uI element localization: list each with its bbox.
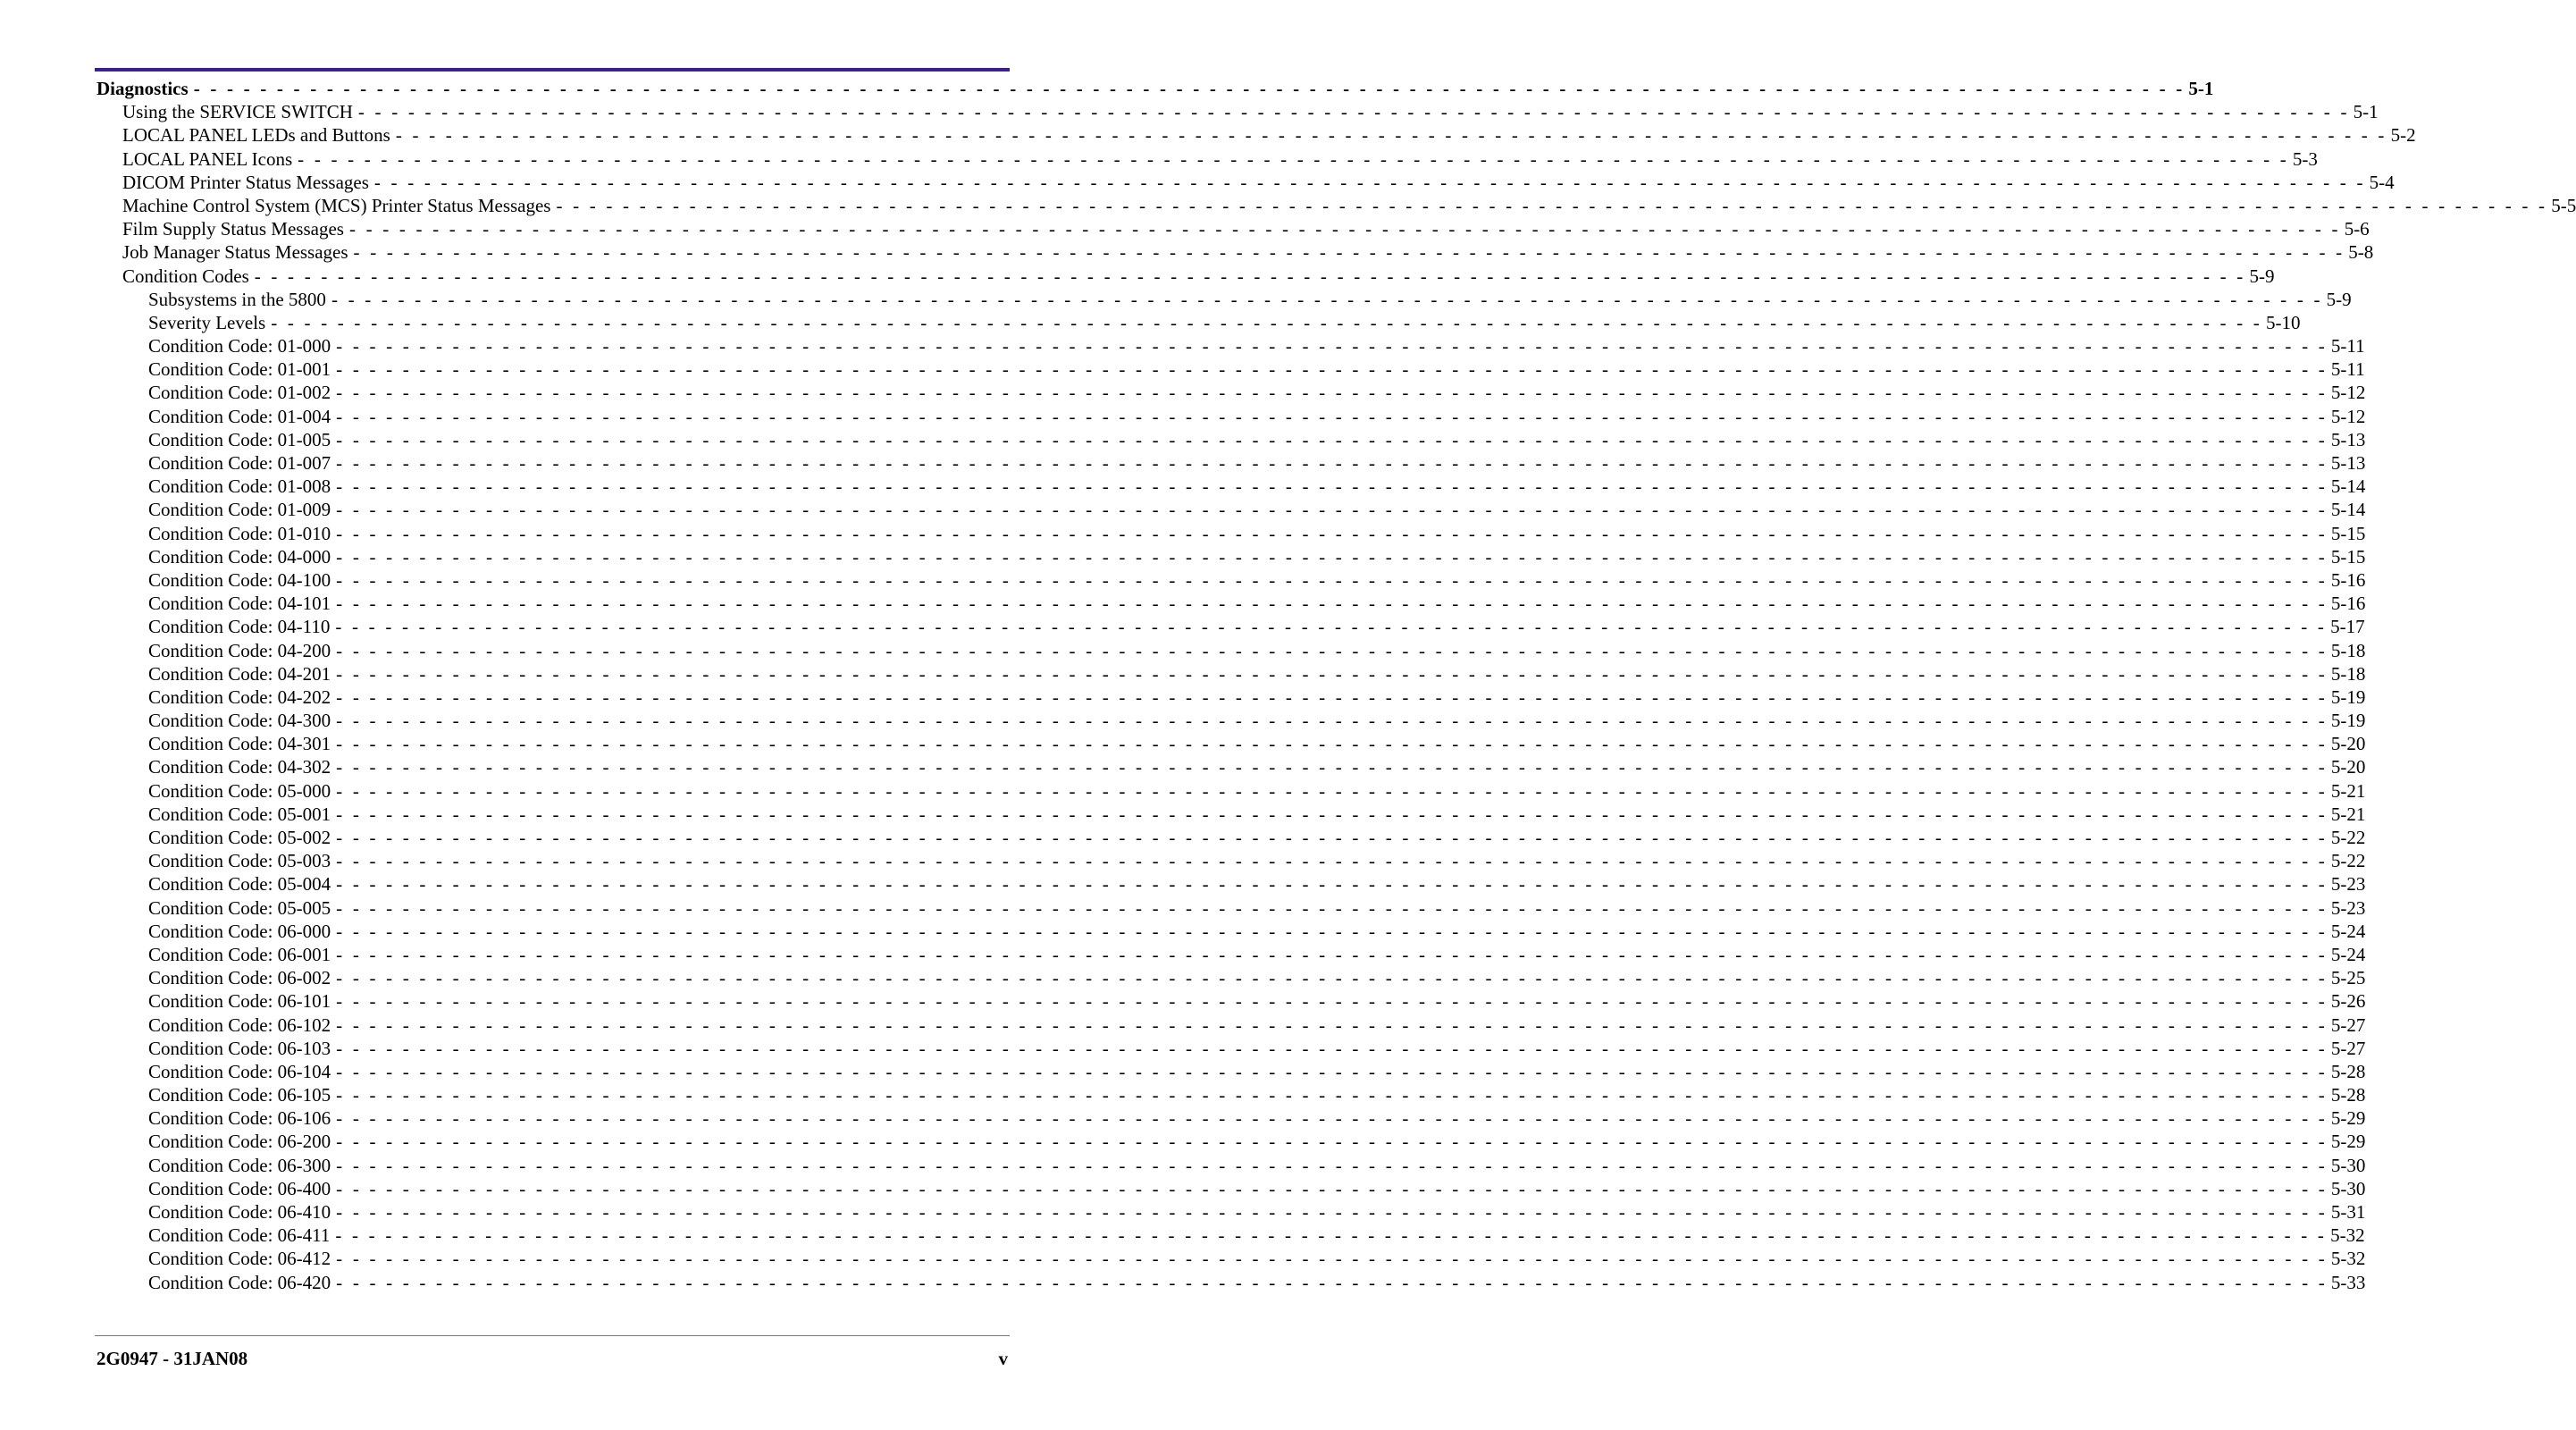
toc-entry-page: 5-29 [2330,1131,2366,1153]
toc-entry-label: Condition Code: 06-101 [148,990,331,1013]
toc-entry-page: 5-31 [2330,1201,2366,1223]
toc-entry-page: 5-20 [2330,756,2366,778]
toc-entry-label: Film Supply Status Messages [122,218,344,240]
toc-entry[interactable] [96,803,2366,826]
toc-dot-leader: - - - - - - - - - - - - - - - - - - - - - - - - - - - - - - - - - - - - - - - - - - - - - - - - - - - - - - - - - - - - - - - - - - - - - - - - - - - - - - - - - - - - - - - - - - - - - - - - - - - - - - - - - - - - - - - - - - - - - - - - [336,943,2328,965]
toc-entry-page: 5-19 [2330,710,2366,732]
toc-entry-label: Condition Code: 05-005 [148,896,331,919]
toc-dot-leader: - - - - - - - - - - - - - - - - - - - - - - - - - - - - - - - - - - - - - - - - - - - - - - - - - - - - - - - - - - - - - - - - - - - - - - - - - - - - - - - - - - - - - - - - - - - - - - - - - - - - - - - - - - - - - - - - - - - - - - - - [336,452,2328,474]
toc-entry-page: 5-24 [2330,943,2366,965]
toc-entry-label: Condition Code: 01-005 [148,428,331,450]
toc-entry-page: 5-28 [2330,1060,2366,1082]
toc-entry-page: 5-25 [2330,967,2366,989]
toc-entry-label: Condition Code: 01-009 [148,499,331,521]
toc-entry-label: Condition Code: 06-410 [148,1201,331,1223]
toc-entry-label: Condition Code: 01-007 [148,452,331,474]
toc-dot-leader: - - - - - - - - - - - - - - - - - - - - - - - - - - - - - - - - - - - - - - - - - - - - - - - - - - - - - - - - - - - - - - - - - - - - - - - - - - - - - - - - - - - - - - - - - - - - - - - - - - - - - - - - - - - - - - - - - - - - - - - - [336,1248,2328,1270]
toc-entry-page: 5-32 [2330,1248,2366,1270]
toc-entry[interactable] [96,405,2366,428]
toc-entry-page: 5-20 [2330,733,2366,755]
toc-entry[interactable] [96,1083,2366,1106]
toc-entry-label: Condition Code: 04-302 [148,756,331,778]
toc-entry[interactable] [96,147,2318,171]
toc-dot-leader: - - - - - - - - - - - - - - - - - - - - - - - - - - - - - - - - - - - - - - - - - - - - - - - - - - - - - - - - - - - - - - - - - - - - - - - - - - - - - - - - - - - - - - - - - - - - - - - - - - - - - - - - - - - - - - - - - - - - - - - - [336,710,2328,732]
toc-dot-leader: - - - - - - - - - - - - - - - - - - - - - - - - - - - - - - - - - - - - - - - - - - - - - - - - - - - - - - - - - - - - - - - - - - - - - - - - - - - - - - - - - - - - - - - - - - - - - - - - - - - - - - - - - - - - - - - - - - - - - - - - [336,1037,2328,1059]
header-rule [95,68,1010,72]
toc-dot-leader: - - - - - - - - - - - - - - - - - - - - - - - - - - - - - - - - - - - - - - - - - - - - - - - - - - - - - - - - - - - - - - - - - - - - - - - - - - - - - - - - - - - - - - - - - - - - - - - - - - - - - - - - - - - - - - - - - - - - - - - - [336,779,2328,802]
toc-dot-leader: - - - - - - - - - - - - - - - - - - - - - - - - - - - - - - - - - - - - - - - - - - - - - - - - - - - - - - - - - - - - - - - - - - - - - - - - - - - - - - - - - - - - - - - - - - - - - - - - - - - - - - - - - - - - - - - - - - - - - - - - [336,803,2328,825]
toc-entry[interactable] [96,639,2366,662]
toc-entry-label: Condition Code: 05-002 [148,827,331,848]
toc-entry[interactable] [96,755,2366,778]
toc-entry-label: Condition Code: 06-102 [148,1014,331,1036]
toc-entry-page: 5-13 [2330,452,2366,474]
toc-entry-label: Job Manager Status Messages [122,241,348,264]
toc-dot-leader: - - - - - - - - - - - - - - - - - - - - - - - - - - - - - - - - - - - - - - - - - - - - - - - - - - - - - - - - - - - - - - - - - - - - - - - - - - - - - - - - - - - - - - - - - - - - - - - - - - - - - - - - - - - - - - - - - - - - - - - - [335,616,2328,638]
toc-entry[interactable] [96,826,2366,849]
toc-dot-leader: - - - - - - - - - - - - - - - - - - - - - - - - - - - - - - - - - - - - - - - - - - - - - - - - - - - - - - - - - - - - - - - - - - - - - - - - - - - - - - - - - - - - - - - - - - - - - - - - - - - - - - - - - - - - - - - - - - - - - - - - [336,1060,2328,1082]
toc-dot-leader: - - - - - - - - - - - - - - - - - - - - - - - - - - - - - - - - - - - - - - - - - - - - - - - - - - - - - - - - - - - - - - - - - - - - - - - - - - - - - - - - - - - - - - - - - - - - - - - - - - - - - - - - - - - - - - - - - - - - - - - - [331,288,2323,310]
toc-entry[interactable] [96,1037,2366,1060]
toc-entry-label: Diagnostics [96,78,189,99]
toc-entry-page: 5-9 [2249,265,2275,287]
toc-entry-label: Condition Code: 04-201 [148,662,331,685]
toc-entry-page: 5-18 [2330,639,2366,661]
toc-entry-page: 5-12 [2330,382,2366,404]
toc-dot-leader: - - - - - - - - - - - - - - - - - - - - - - - - - - - - - - - - - - - - - - - - - - - - - - - - - - - - - - - - - - - - - - - - - - - - - - - - - - - - - - - - - - - - - - - - - - - - - - - - - - - - - - - - - - - - - - - - - - - - - - - - [348,218,2341,240]
toc-entry-label: Condition Code: 06-002 [148,967,331,989]
toc-entry-label: Condition Code: 01-000 [148,335,331,358]
toc-dot-leader: - - - - - - - - - - - - - - - - - - - - - - - - - - - - - - - - - - - - - - - - - - - - - - - - - - - - - - - - - - - - - - - - - - - - - - - - - - - - - - - - - - - - - - - - - - - - - - - - - - - - - - - - - - - - - - - - - - - - - - - - [336,920,2328,942]
toc-entry-label: Condition Code: 06-300 [148,1154,331,1176]
toc-entry-page: 5-30 [2330,1177,2366,1199]
toc-entry-label: Condition Code: 01-004 [148,405,331,427]
toc-entry[interactable] [96,1106,2366,1130]
toc-dot-leader: - - - - - - - - - - - - - - - - - - - - - - - - - - - - - - - - - - - - - - - - - - - - - - - - - - - - - - - - - - - - - - - - - - - - - - - - - - - - - - - - - - - - - - - - - - - - - - - - - - - - - - - - - - - - - - - - - - - - - - - - [336,593,2328,615]
toc-entry-label: Condition Code: 04-000 [148,545,331,568]
toc-entry-page: 5-19 [2330,686,2366,708]
toc-entry[interactable] [96,240,2374,264]
toc-entry-page: 5-10 [2265,311,2301,333]
toc-dot-leader: - - - - - - - - - - - - - - - - - - - - - - - - - - - - - - - - - - - - - - - - - - - - - - - - - - - - - - - - - - - - - - - - - - - - - - - - - - - - - - - - - - - - - - - - - - - - - - - - - - - - - - - - - - - - - - - - - - - - - - - - [336,1131,2328,1153]
toc-entry[interactable] [96,615,2365,638]
footer-document-id: 2G0947 - 31JAN08 [96,1348,248,1369]
toc-entry-page: 5-9 [2326,288,2352,310]
toc-entry-page: 5-24 [2330,920,2366,942]
toc-dot-leader: - - - - - - - - - - - - - - - - - - - - - - - - - - - - - - - - - - - - - - - - - - - - - - - - - - - - - - - - - - - - - - - - - - - - - - - - - - - - - - - - - - - - - - - - - - - - - - - - - - - - - - - - - - - - - - - - - - - - - - - - [336,756,2328,778]
toc-entry[interactable] [96,334,2365,358]
toc-dot-leader: - - - - - - - - - - - - - - - - - - - - - - - - - - - - - - - - - - - - - - - - - - - - - - - - - - - - - - - - - - - - - - - - - - - - - - - - - - - - - - - - - - - - - - - - - - - - - - - - - - - - - - - - - - - - - - - - - - - - - - - - [254,265,2246,287]
toc-dot-leader: - - - - - - - - - - - - - - - - - - - - - - - - - - - - - - - - - - - - - - - - - - - - - - - - - - - - - - - - - - - - - - - - - - - - - - - - - - - - - - - - - - - - - - - - - - - - - - - - - - - - - - - - - - - - - - - - - - - - - - - - [336,1014,2328,1036]
toc-entry[interactable] [96,1200,2366,1224]
toc-dot-leader: - - - - - - - - - - - - - - - - - - - - - - - - - - - - - - - - - - - - - - - - - - - - - - - - - - - - - - - - - - - - - - - - - - - - - - - - - - - - - - - - - - - - - - - - - - - - - - - - - - - - - - - - - - - - - - - - - - - - - - - - [336,1084,2328,1106]
toc-entry-label: Condition Code: 01-002 [148,382,331,404]
toc-entry[interactable] [96,545,2366,568]
toc-entry[interactable] [96,194,2576,217]
toc-entry[interactable] [96,662,2366,686]
toc-entry-label: Condition Code: 05-000 [148,779,331,802]
toc-dot-leader: - - - - - - - - - - - - - - - - - - - - - - - - - - - - - - - - - - - - - - - - - - - - - - - - - - - - - - - - - - - - - - - - - - - - - - - - - - - - - - - - - - - - - - - - - - - - - - - - - - - - - - - - - - - - - - - - - - - - - - - - [336,896,2328,919]
toc-entry[interactable] [96,265,2275,288]
toc-entry[interactable] [96,311,2301,334]
toc-entry-label: Condition Code: 04-202 [148,686,331,708]
toc-entry-label: Subsystems in the 5800 [148,288,326,310]
toc-entry[interactable] [96,1014,2366,1037]
toc-entry-page: 5-27 [2330,1014,2366,1036]
toc-entry[interactable] [96,1154,2366,1177]
toc-entry-label: LOCAL PANEL LEDs and Buttons [122,124,390,147]
toc-entry-page: 5-16 [2330,568,2366,591]
toc-entry-label: Condition Code: 01-008 [148,475,331,498]
toc-entry-label: Condition Code: 01-001 [148,358,331,381]
toc-entry[interactable] [96,966,2366,989]
toc-entry[interactable] [96,872,2366,896]
toc-entry[interactable] [96,709,2366,732]
toc-entry-label: Condition Code: 04-101 [148,593,331,615]
toc-entry-page: 5-17 [2330,616,2365,638]
toc-entry-page: 5-2 [2390,124,2416,147]
toc-entry-page: 5-15 [2330,522,2366,544]
toc-dot-leader: - - - - - - - - - - - - - - - - - - - - - - - - - - - - - - - - - - - - - - - - - - - - - - - - - - - - - - - - - - - - - - - - - - - - - - - - - - - - - - - - - - - - - - - - - - - - - - - - - - - - - - - - - - - - - - - - - - - - - - - - [336,1154,2328,1176]
toc-entry-label: Using the SERVICE SWITCH [122,101,353,123]
toc-entry[interactable] [96,171,2395,194]
toc-entry-page: 5-14 [2330,499,2366,521]
toc-entry-page: 5-3 [2292,147,2318,170]
toc-dot-leader: - - - - - - - - - - - - - - - - - - - - - - - - - - - - - - - - - - - - - - - - - - - - - - - - - - - - - - - - - - - - - - - - - - - - - - - - - - - - - - - - - - - - - - - - - - - - - - - - - - - - - - - - - - - - - - - - - - - - - - - - [336,1107,2328,1130]
footer-rule [95,1335,1010,1336]
toc-entry-label: Condition Code: 04-110 [148,616,331,638]
toc-entry-page: 5-29 [2330,1107,2366,1130]
toc-entry[interactable] [96,475,2366,498]
toc-entry[interactable] [96,779,2366,803]
toc-dot-leader: - - - - - - - - - - - - - - - - - - - - - - - - - - - - - - - - - - - - - - - - - - - - - - - - - - - - - - - - - - - - - - - - - - - - - - - - - - - - - - - - - - - - - - - - - - - - - - - - - - - - - - - - - - - - - - - - - - - - - - - - [336,1177,2328,1199]
toc-entry-label: Condition Code: 06-106 [148,1107,331,1130]
toc-entry-page: 5-22 [2330,827,2366,848]
toc-entry[interactable] [96,920,2366,943]
toc-entry[interactable] [96,498,2366,521]
toc-dot-leader: - - - - - - - - - - - - - - - - - - - - - - - - - - - - - - - - - - - - - - - - - - - - - - - - - - - - - - - - - - - - - - - - - - - - - - - - - - - - - - - - - - - - - - - - - - - - - - - - - - - - - - - - - - - - - - - - - - - - - - - - [336,568,2328,591]
toc-entry-label: Condition Code: 06-400 [148,1177,331,1199]
toc-entry-label: Machine Control System (MCS) Printer Status Messages [122,194,551,216]
toc-dot-leader: - - - - - - - - - - - - - - - - - - - - - - - - - - - - - - - - - - - - - - - - - - - - - - - - - - - - - - - - - - - - - - - - - - - - - - - - - - - - - - - - - - - - - - - - - - - - - - - - - - - - - - - - - - - - - - - - - - - - - - - - [335,1224,2328,1247]
toc-entry[interactable] [96,358,2365,381]
toc-dot-leader: - - - - - - - - - - - - - - - - - - - - - - - - - - - - - - - - - - - - - - - - - - - - - - - - - - - - - - - - - - - - - - - - - - - - - - - - - - - - - - - - - - - - - - - - - - - - - - - - - - - - - - - - - - - - - - - - - - - - - - - - [193,78,2186,99]
toc-entry[interactable] [96,686,2366,709]
toc-dot-leader: - - - - - - - - - - - - - - - - - - - - - - - - - - - - - - - - - - - - - - - - - - - - - - - - - - - - - - - - - - - - - - - - - - - - - - - - - - - - - - - - - - - - - - - - - - - - - - - - - - - - - - - - - - - - - - - - - - - - - - - - [336,499,2328,521]
toc-entry-label: Condition Code: 06-105 [148,1084,331,1106]
toc-dot-leader: - - - - - - - - - - - - - - - - - - - - - - - - - - - - - - - - - - - - - - - - - - - - - - - - - - - - - - - - - - - - - - - - - - - - - - - - - - - - - - - - - - - - - - - - - - - - - - - - - - - - - - - - - - - - - - - - - - - - - - - - [336,1271,2328,1293]
toc-dot-leader: - - - - - - - - - - - - - - - - - - - - - - - - - - - - - - - - - - - - - - - - - - - - - - - - - - - - - - - - - - - - - - - - - - - - - - - - - - - - - - - - - - - - - - - - - - - - - - - - - - - - - - - - - - - - - - - - - - - - - - - - [395,124,2387,147]
toc-entry-label: Condition Code: 05-001 [148,803,331,825]
toc-entry-label: Condition Code: 06-412 [148,1248,331,1270]
toc-entry-page: 5-13 [2330,428,2366,450]
toc-dot-leader: - - - - - - - - - - - - - - - - - - - - - - - - - - - - - - - - - - - - - - - - - - - - - - - - - - - - - - - - - - - - - - - - - - - - - - - - - - - - - - - - - - - - - - - - - - - - - - - - - - - - - - - - - - - - - - - - - - - - - - - - [336,335,2328,358]
toc-entry-label: Condition Code: 05-004 [148,873,331,896]
toc-entry[interactable] [96,1247,2366,1270]
toc-entry-label: LOCAL PANEL Icons [122,147,293,170]
toc-entry-page: 5-12 [2330,405,2366,427]
toc-dot-leader: - - - - - - - - - - - - - - - - - - - - - - - - - - - - - - - - - - - - - - - - - - - - - - - - - - - - - - - - - - - - - - - - - - - - - - - - - - - - - - - - - - - - - - - - - - - - - - - - - - - - - - - - - - - - - - - - - - - - - - - - [336,686,2328,708]
toc-entry-label: Condition Code: 04-300 [148,710,331,732]
toc-entry[interactable] [96,989,2366,1013]
toc-entry-page: 5-30 [2330,1154,2366,1176]
toc-entry[interactable] [96,592,2366,615]
toc-entry[interactable] [96,849,2366,872]
toc-entry-page: 5-14 [2330,475,2366,498]
toc-entry-label: Condition Code: 04-301 [148,733,331,755]
toc-entry-page: 5-1 [2353,101,2379,123]
toc-entry[interactable] [96,1271,2366,1294]
toc-dot-leader: - - - - - - - - - - - - - - - - - - - - - - - - - - - - - - - - - - - - - - - - - - - - - - - - - - - - - - - - - - - - - - - - - - - - - - - - - - - - - - - - - - - - - - - - - - - - - - - - - - - - - - - - - - - - - - - - - - - - - - - - [336,639,2328,661]
toc-entry-label: Condition Code: 04-200 [148,639,331,661]
toc-entry-label: Condition Code: 06-001 [148,943,331,965]
toc-dot-leader: - - - - - - - - - - - - - - - - - - - - - - - - - - - - - - - - - - - - - - - - - - - - - - - - - - - - - - - - - - - - - - - - - - - - - - - - - - - - - - - - - - - - - - - - - - - - - - - - - - - - - - - - - - - - - - - - - - - - - - - - [298,147,2289,170]
toc-entry-page: 5-21 [2330,779,2366,802]
toc-dot-leader: - - - - - - - - - - - - - - - - - - - - - - - - - - - - - - - - - - - - - - - - - - - - - - - - - - - - - - - - - - - - - - - - - - - - - - - - - - - - - - - - - - - - - - - - - - - - - - - - - - - - - - - - - - - - - - - - - - - - - - - - [336,428,2328,450]
toc-entry-page: 5-23 [2330,873,2366,896]
toc-dot-leader: - - - - - - - - - - - - - - - - - - - - - - - - - - - - - - - - - - - - - - - - - - - - - - - - - - - - - - - - - - - - - - - - - - - - - - - - - - - - - - - - - - - - - - - - - - - - - - - - - - - - - - - - - - - - - - - - - - - - - - - - [336,662,2328,685]
toc-entry[interactable] [96,1177,2366,1200]
toc-entry[interactable] [96,123,2416,147]
toc-entry-label: Condition Code: 04-100 [148,568,331,591]
toc-entry-label: Severity Levels [148,311,266,333]
toc-entry-page: 5-22 [2330,850,2366,872]
toc-entry-page: 5-26 [2330,990,2366,1013]
toc-entry-label: Condition Code: 06-420 [148,1271,331,1293]
toc-entry-label: Condition Code: 01-010 [148,522,331,544]
toc-dot-leader: - - - - - - - - - - - - - - - - - - - - - - - - - - - - - - - - - - - - - - - - - - - - - - - - - - - - - - - - - - - - - - - - - - - - - - - - - - - - - - - - - - - - - - - - - - - - - - - - - - - - - - - - - - - - - - - - - - - - - - - - [336,358,2328,381]
toc-dot-leader: - - - - - - - - - - - - - - - - - - - - - - - - - - - - - - - - - - - - - - - - - - - - - - - - - - - - - - - - - - - - - - - - - - - - - - - - - - - - - - - - - - - - - - - - - - - - - - - - - - - - - - - - - - - - - - - - - - - - - - - - [336,827,2328,848]
toc-dot-leader: - - - - - - - - - - - - - - - - - - - - - - - - - - - - - - - - - - - - - - - - - - - - - - - - - - - - - - - - - - - - - - - - - - - - - - - - - - - - - - - - - - - - - - - - - - - - - - - - - - - - - - - - - - - - - - - - - - - - - - - - [336,873,2328,896]
toc-dot-leader: - - - - - - - - - - - - - - - - - - - - - - - - - - - - - - - - - - - - - - - - - - - - - - - - - - - - - - - - - - - - - - - - - - - - - - - - - - - - - - - - - - - - - - - - - - - - - - - - - - - - - - - - - - - - - - - - - - - - - - - - [271,311,2262,333]
toc-entry-page: 5-28 [2330,1084,2366,1106]
toc-dot-leader: - - - - - - - - - - - - - - - - - - - - - - - - - - - - - - - - - - - - - - - - - - - - - - - - - - - - - - - - - - - - - - - - - - - - - - - - - - - - - - - - - - - - - - - - - - - - - - - - - - - - - - - - - - - - - - - - - - - - - - - - [336,522,2328,544]
toc-entry-page: 5-6 [2344,218,2370,240]
toc-entry-page: 5-15 [2330,545,2366,568]
toc-dot-leader: - - - - - - - - - - - - - - - - - - - - - - - - - - - - - - - - - - - - - - - - - - - - - - - - - - - - - - - - - - - - - - - - - - - - - - - - - - - - - - - - - - - - - - - - - - - - - - - - - - - - - - - - - - - - - - - - - - - - - - - - [336,382,2328,404]
toc-entry-label: Condition Code: 06-000 [148,920,331,942]
toc-entry-label: Condition Codes [122,265,249,287]
toc-entry-page: 5-27 [2330,1037,2366,1059]
toc-dot-leader: - - - - - - - - - - - - - - - - - - - - - - - - - - - - - - - - - - - - - - - - - - - - - - - - - - - - - - - - - - - - - - - - - - - - - - - - - - - - - - - - - - - - - - - - - - - - - - - - - - - - - - - - - - - - - - - - - - - - - - - - [353,241,2345,264]
toc-dot-leader: - - - - - - - - - - - - - - - - - - - - - - - - - - - - - - - - - - - - - - - - - - - - - - - - - - - - - - - - - - - - - - - - - - - - - - - - - - - - - - - - - - - - - - - - - - - - - - - - - - - - - - - - - - - - - - - - - - - - - - - - [336,850,2328,872]
toc-dot-leader: - - - - - - - - - - - - - - - - - - - - - - - - - - - - - - - - - - - - - - - - - - - - - - - - - - - - - - - - - - - - - - - - - - - - - - - - - - - - - - - - - - - - - - - - - - - - - - - - - - - - - - - - - - - - - - - - - - - - - - - - [336,990,2328,1013]
toc-entry[interactable] [96,1060,2366,1083]
toc-entry[interactable] [96,896,2366,920]
toc-entry[interactable] [96,1130,2366,1153]
toc-entry[interactable] [96,732,2366,755]
toc-entry-page: 5-18 [2330,662,2366,685]
toc-dot-leader: - - - - - - - - - - - - - - - - - - - - - - - - - - - - - - - - - - - - - - - - - - - - - - - - - - - - - - - - - - - - - - - - - - - - - - - - - - - - - - - - - - - - - - - - - - - - - - - - - - - - - - - - - - - - - - - - - - - - - - - - [357,101,2350,123]
toc-entry[interactable] [96,568,2366,592]
toc-entry-page: 5-4 [2369,171,2395,193]
toc-entry-page: 5-5 [2551,194,2576,216]
footer-page-number: v [998,1348,1008,1369]
toc-entry-page: 5-23 [2330,896,2366,919]
toc-dot-leader: - - - - - - - - - - - - - - - - - - - - - - - - - - - - - - - - - - - - - - - - - - - - - - - - - - - - - - - - - - - - - - - - - - - - - - - - - - - - - - - - - - - - - - - - - - - - - - - - - - - - - - - - - - - - - - - - - - - - - - - - [373,171,2366,193]
toc-chapter-entry[interactable] [96,77,2214,100]
toc-entry-label: Condition Code: 06-411 [148,1224,331,1247]
toc-entry[interactable] [96,451,2366,475]
toc-entry-page: 5-11 [2330,358,2365,381]
toc-dot-leader: - - - - - - - - - - - - - - - - - - - - - - - - - - - - - - - - - - - - - - - - - - - - - - - - - - - - - - - - - - - - - - - - - - - - - - - - - - - - - - - - - - - - - - - - - - - - - - - - - - - - - - - - - - - - - - - - - - - - - - - - [336,405,2328,427]
toc-entry[interactable] [96,522,2366,545]
toc-entry[interactable] [96,100,2379,123]
toc-entry-page: 5-8 [2348,241,2374,264]
toc-entry[interactable] [96,217,2370,240]
toc-entry-page: 5-32 [2330,1224,2365,1247]
toc-dot-leader: - - - - - - - - - - - - - - - - - - - - - - - - - - - - - - - - - - - - - - - - - - - - - - - - - - - - - - - - - - - - - - - - - - - - - - - - - - - - - - - - - - - - - - - - - - - - - - - - - - - - - - - - - - - - - - - - - - - - - - - - [336,1201,2328,1223]
toc-dot-leader: - - - - - - - - - - - - - - - - - - - - - - - - - - - - - - - - - - - - - - - - - - - - - - - - - - - - - - - - - - - - - - - - - - - - - - - - - - - - - - - - - - - - - - - - - - - - - - - - - - - - - - - - - - - - - - - - - - - - - - - - [336,475,2328,498]
toc-entry-page: 5-21 [2330,803,2366,825]
toc-entry-page: 5-11 [2330,335,2365,358]
toc-entry-label: Condition Code: 06-103 [148,1037,331,1059]
toc-entry[interactable] [96,943,2366,966]
toc-dot-leader: - - - - - - - - - - - - - - - - - - - - - - - - - - - - - - - - - - - - - - - - - - - - - - - - - - - - - - - - - - - - - - - - - - - - - - - - - - - - - - - - - - - - - - - - - - - - - - - - - - - - - - - - - - - - - - - - - - - - - - - - [336,545,2328,568]
toc-entry[interactable] [96,288,2352,311]
toc-entry-page: 5-16 [2330,593,2366,615]
toc-entry-label: Condition Code: 05-003 [148,850,331,872]
toc-dot-leader: - - - - - - - - - - - - - - - - - - - - - - - - - - - - - - - - - - - - - - - - - - - - - - - - - - - - - - - - - - - - - - - - - - - - - - - - - - - - - - - - - - - - - - - - - - - - - - - - - - - - - - - - - - - - - - - - - - - - - - - - [556,194,2548,216]
toc-dot-leader: - - - - - - - - - - - - - - - - - - - - - - - - - - - - - - - - - - - - - - - - - - - - - - - - - - - - - - - - - - - - - - - - - - - - - - - - - - - - - - - - - - - - - - - - - - - - - - - - - - - - - - - - - - - - - - - - - - - - - - - - [336,967,2328,989]
toc-entry[interactable] [96,381,2366,404]
toc-entry[interactable] [96,428,2366,451]
toc-entry-label: Condition Code: 06-104 [148,1060,331,1082]
toc-entry-page: 5-1 [2188,78,2214,99]
table-of-contents [96,77,2576,1294]
toc-entry-label: DICOM Printer Status Messages [122,171,369,193]
toc-entry-page: 5-33 [2330,1271,2366,1293]
toc-entry-label: Condition Code: 06-200 [148,1131,331,1153]
toc-dot-leader: - - - - - - - - - - - - - - - - - - - - - - - - - - - - - - - - - - - - - - - - - - - - - - - - - - - - - - - - - - - - - - - - - - - - - - - - - - - - - - - - - - - - - - - - - - - - - - - - - - - - - - - - - - - - - - - - - - - - - - - - [336,733,2328,755]
toc-entry[interactable] [96,1224,2365,1247]
